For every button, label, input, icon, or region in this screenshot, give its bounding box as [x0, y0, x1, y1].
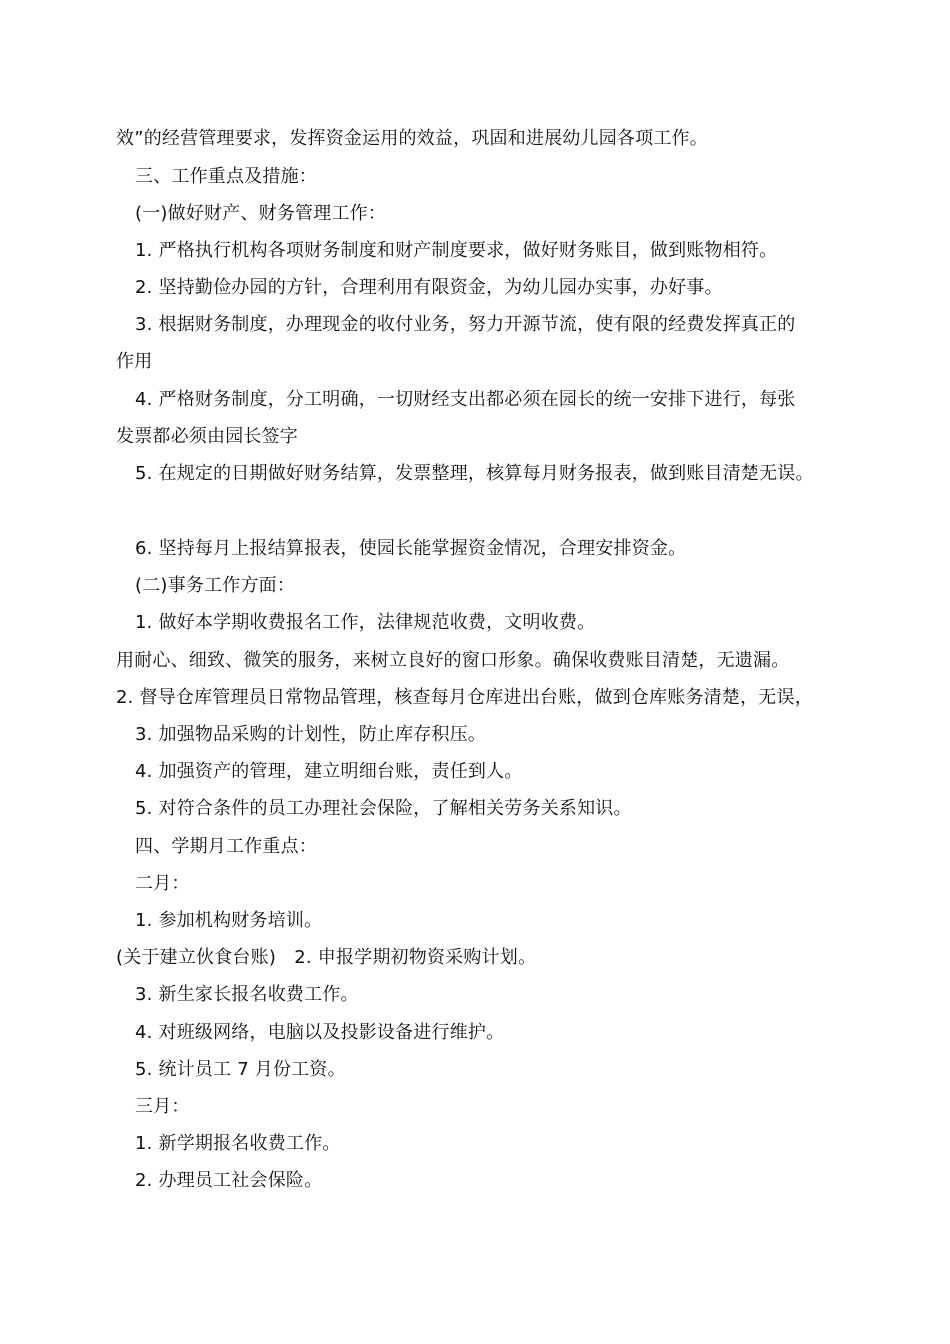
list-item: 4. 对班级网络，电脑以及投影设备进行维护。 [135, 1022, 505, 1043]
list-item: 2. 督导仓库管理员日常物品管理，核查每月仓库进出台账，做到仓库账务清楚，无误， [116, 687, 813, 708]
text-line: 效”的经营管理要求，发挥资金运用的效益，巩固和进展幼儿园各项工作。 [116, 128, 708, 149]
list-item: 5. 在规定的日期做好财务结算，发票整理，核算每月财务报表，做到账目清楚无误。 [135, 463, 814, 484]
list-item: 1. 新学期报名收费工作。 [135, 1133, 341, 1154]
list-item: 1. 做好本学期收费报名工作，法律规范收费，文明收费。 [135, 612, 596, 633]
list-item: 2. 坚持勤俭办园的方针，合理利用有限资金，为幼儿园办实事，办好事。 [135, 277, 723, 298]
text-line: 作用 [116, 351, 153, 372]
list-item: 5. 统计员工 7 月份工资。 [135, 1059, 346, 1080]
list-item: 2. 办理员工社会保险。 [135, 1170, 323, 1191]
text-line: 发票都必须由园长签字 [116, 426, 298, 447]
list-item: 6. 坚持每月上报结算报表，使园长能掌握资金情况，合理安排资金。 [135, 538, 687, 559]
list-item: 4. 加强资产的管理，建立明细台账，责任到人。 [135, 761, 523, 782]
month-heading: 二月： [135, 873, 190, 894]
section-heading: 三、工作重点及措施： [135, 166, 317, 187]
list-item: 3. 新生家长报名收费工作。 [135, 984, 359, 1005]
month-heading: 三月： [135, 1096, 190, 1117]
subsection-heading: (二)事务工作方面： [135, 575, 296, 596]
list-item: 4. 严格财务制度，分工明确，一切财经支出都必须在园长的统一安排下进行，每张 [135, 389, 796, 410]
list-item: 1. 参加机构财务培训。 [135, 910, 323, 931]
section-heading: 四、学期月工作重点： [135, 836, 317, 857]
list-item: 3. 根据财务制度，办理现金的收付业务，努力开源节流，使有限的经费发挥真正的 [135, 314, 796, 335]
list-item: (关于建立伙食台账) 2. 申报学期初物资采购计划。 [116, 947, 537, 968]
list-item: 3. 加强物品采购的计划性，防止库存积压。 [135, 724, 487, 745]
subsection-heading: (一)做好财产、财务管理工作： [135, 203, 387, 224]
text-line: 用耐心、细致、微笑的服务，来树立良好的窗口形象。确保收费账目清楚，无遗漏。 [116, 650, 790, 671]
list-item: 5. 对符合条件的员工办理社会保险，了解相关劳务关系知识。 [135, 798, 632, 819]
list-item: 1. 严格执行机构各项财务制度和财产制度要求，做好财务账目，做到账物相符。 [135, 240, 778, 261]
